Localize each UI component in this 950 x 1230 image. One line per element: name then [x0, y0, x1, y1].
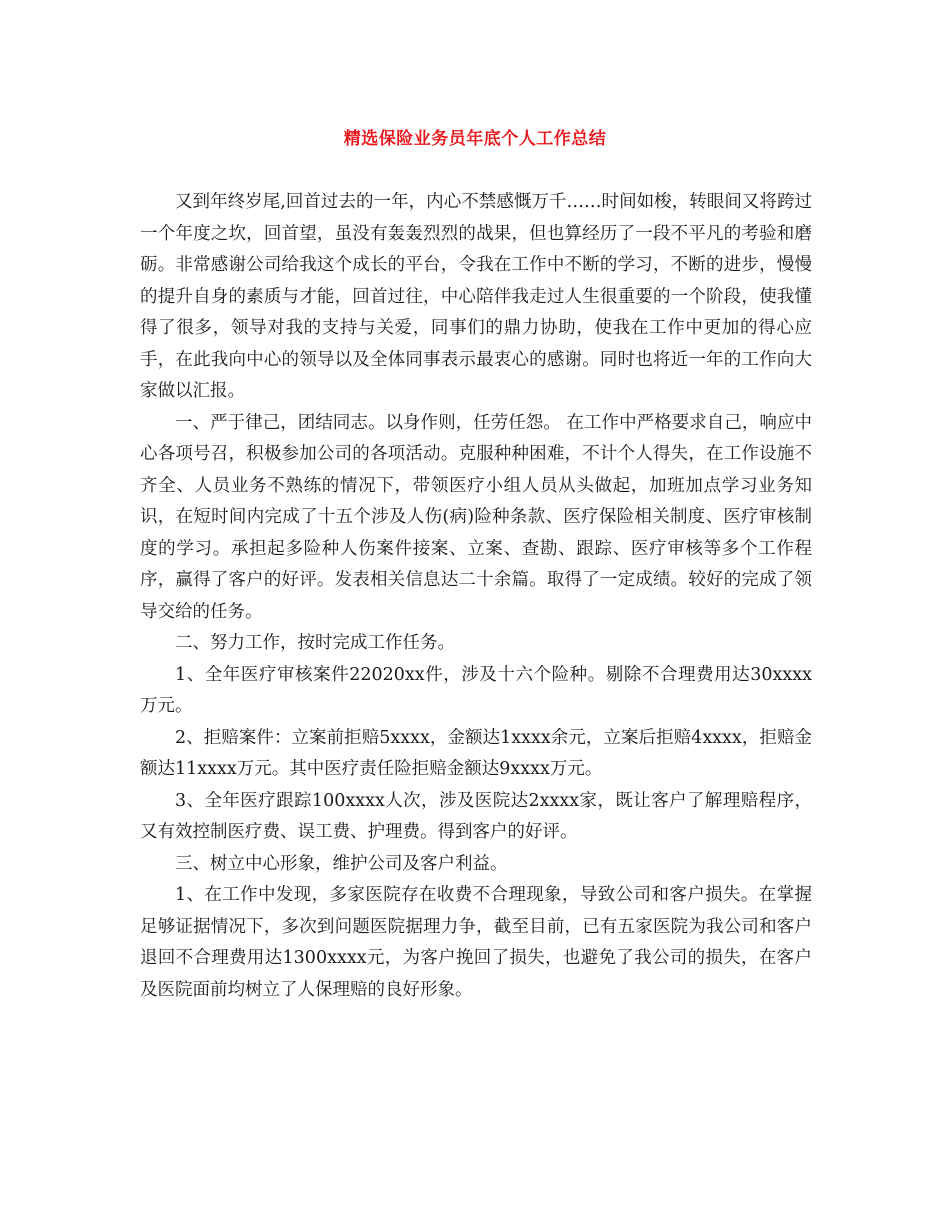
paragraph-intro: 又到年终岁尾,回首过去的一年，内心不禁感慨万千……时间如梭，转眼间又将跨过一个年度之坎，回首望，虽没有轰轰烈烈的战果，但也算经历了一段不平凡的考验和磨砺。非常感谢公司给我这个成长的平台，令我在工作中不断的学习，不断的进步，慢慢的提升自身的素质与才能，回首过往，中心陪伴我走过人生很重要的一个阶段，使我懂得了很多，领导对我的支持与关爱，同事们的鼎力协助，使我在工作中更加的得心应手，在此我向中心的领导以及全体同事表示最衷心的感谢。同时也将近一年的工作向大家做以汇报。 — [140, 192, 812, 401]
paragraph-item-3-1: 1、在工作中发现，多家医院存在收费不合理现象，导致公司和客户损失。在掌握足够证据情况下，多次到问题医院据理力争，截至目前，已有五家医院为我公司和客户退回不合理费用达1300xxxx元，为客户挽回了损失，也避免了我公司的损失，在客户及医院面前均树立了人保理赔的良好形象。 — [140, 885, 812, 1000]
paragraph-section-1: 一、严于律己，团结同志。以身作则，任劳任怨。 在工作中严格要求自己，响应中心各项号召，积极参加公司的各项活动。克服种种困难，不计个人得失，在工作设施不齐全、人员业务不熟练的情况下，带领医疗小组人员从头做起，加班加点学习业务知识，在短时间内完成了十五个涉及人伤(病)险种条款、医疗保险相关制度、医疗审核制度的学习。承担起多险种人伤案件接案、立案、查勘、跟踪、医疗审核等多个工作程序，赢得了客户的好评。发表相关信息达二十余篇。取得了一定成绩。较好的完成了领导交给的任务。 — [140, 412, 812, 622]
paragraph-item-2-1: 1、全年医疗审核案件22020xx件，涉及十六个险种。剔除不合理费用达30xxxx万元。 — [140, 664, 812, 716]
paragraph-section-2-heading: 二、努力工作，按时完成工作任务。 — [175, 633, 455, 653]
document-body — [140, 187, 812, 1006]
paragraph-item-2-3: 3、全年医疗跟踪100xxxx人次，涉及医院达2xxxx家，既让客户了解理赔程序，又有效控制医疗费、误工费、护理费。得到客户的好评。 — [140, 790, 812, 842]
paragraph-item-2-2: 2、拒赔案件：立案前拒赔5xxxx，金额达1xxxx余元，立案后拒赔4xxxx，拒赔金额达11xxxx万元。其中医疗责任险拒赔金额达9xxxx万元。 — [140, 727, 812, 779]
paragraph-section-3-heading: 三、树立中心形象，维护公司及客户利益。 — [175, 853, 508, 874]
document-title: 精选保险业务员年底个人工作总结 — [343, 129, 607, 149]
